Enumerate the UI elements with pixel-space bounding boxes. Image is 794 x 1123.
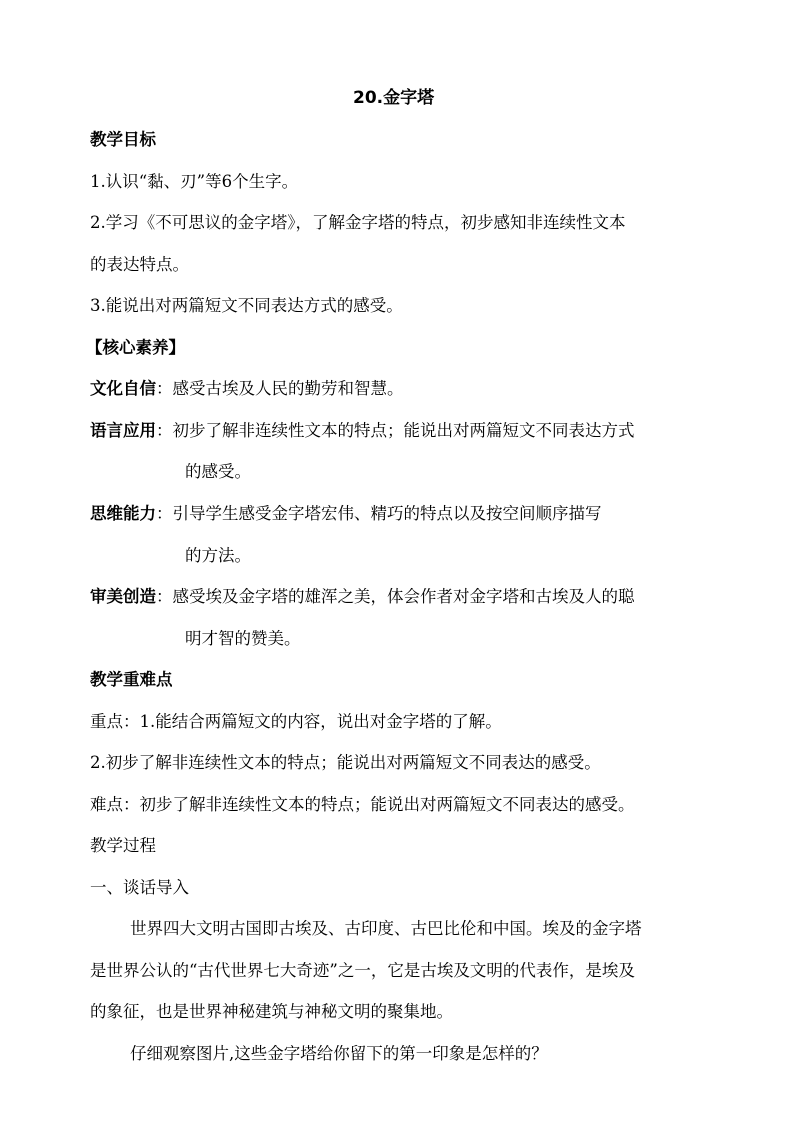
process-paragraph-1-line-1: 世界四大文明古国即古埃及、古印度、古巴比伦和中国。埃及的金字塔 <box>130 919 642 938</box>
objective-item-3: 3.能说出对两篇短文不同表达方式的感受。 <box>90 296 403 315</box>
document-title: 20.金字塔 <box>353 88 435 108</box>
process-section-1: 一、谈话导入 <box>90 878 189 897</box>
literacy-aesthetic-text: ：感受埃及金字塔的雄浑之美，体会作者对金字塔和古埃及人的聪 <box>156 587 635 606</box>
literacy-thinking-cont: 的方法。 <box>185 546 251 565</box>
key-point-difficulty: 难点：初步了解非连续性文本的特点；能说出对两篇短文不同表达的感受。 <box>90 795 635 814</box>
process-paragraph-1-line-3: 的象征，也是世界神秘建筑与神秘文明的聚集地。 <box>90 1002 453 1021</box>
objectives-heading: 教学目标 <box>90 130 156 149</box>
literacy-aesthetic <box>90 587 635 607</box>
objective-item-1: 1.认识“黏、刃”等6个生字。 <box>90 172 299 191</box>
key-points-heading: 教学重难点 <box>90 670 173 689</box>
literacy-thinking <box>90 504 602 524</box>
literacy-heading: 【核心素养】 <box>86 338 185 357</box>
key-point-focus-2: 2.初步了解非连续性文本的特点；能说出对两篇短文不同表达的感受。 <box>90 753 601 772</box>
process-heading: 教学过程 <box>90 836 156 855</box>
literacy-language-cont: 的感受。 <box>185 462 251 481</box>
key-point-focus-1: 重点：1.能结合两篇短文的内容，说出对金字塔的了解。 <box>90 712 502 731</box>
literacy-language-text: ：初步了解非连续性文本的特点；能说出对两篇短文不同表达方式 <box>156 421 635 440</box>
literacy-aesthetic-term: 审美创造 <box>90 587 156 606</box>
literacy-thinking-term: 思维能力 <box>90 504 156 523</box>
process-paragraph-1-line-2: 是世界公认的“古代世界七大奇迹”之一，它是古埃及文明的代表作，是埃及 <box>90 961 635 980</box>
literacy-culture-text: ：感受古埃及人民的勤劳和智慧。 <box>156 379 404 398</box>
literacy-thinking-text: ：引导学生感受金字塔宏伟、精巧的特点以及按空间顺序描写 <box>156 504 602 523</box>
literacy-aesthetic-cont: 明才智的赞美。 <box>185 629 301 648</box>
objective-item-2-line-2: 的表达特点。 <box>90 255 189 274</box>
process-paragraph-2: 仔细观察图片,这些金字塔给你留下的第一印象是怎样的？ <box>130 1044 548 1063</box>
literacy-culture-term: 文化自信 <box>90 379 156 398</box>
objective-item-2-line-1: 2.学习《不可思议的金字塔》，了解金字塔的特点，初步感知非连续性文本 <box>90 213 626 232</box>
literacy-language-term: 语言应用 <box>90 421 156 440</box>
literacy-language <box>90 421 635 441</box>
literacy-culture <box>90 379 404 399</box>
